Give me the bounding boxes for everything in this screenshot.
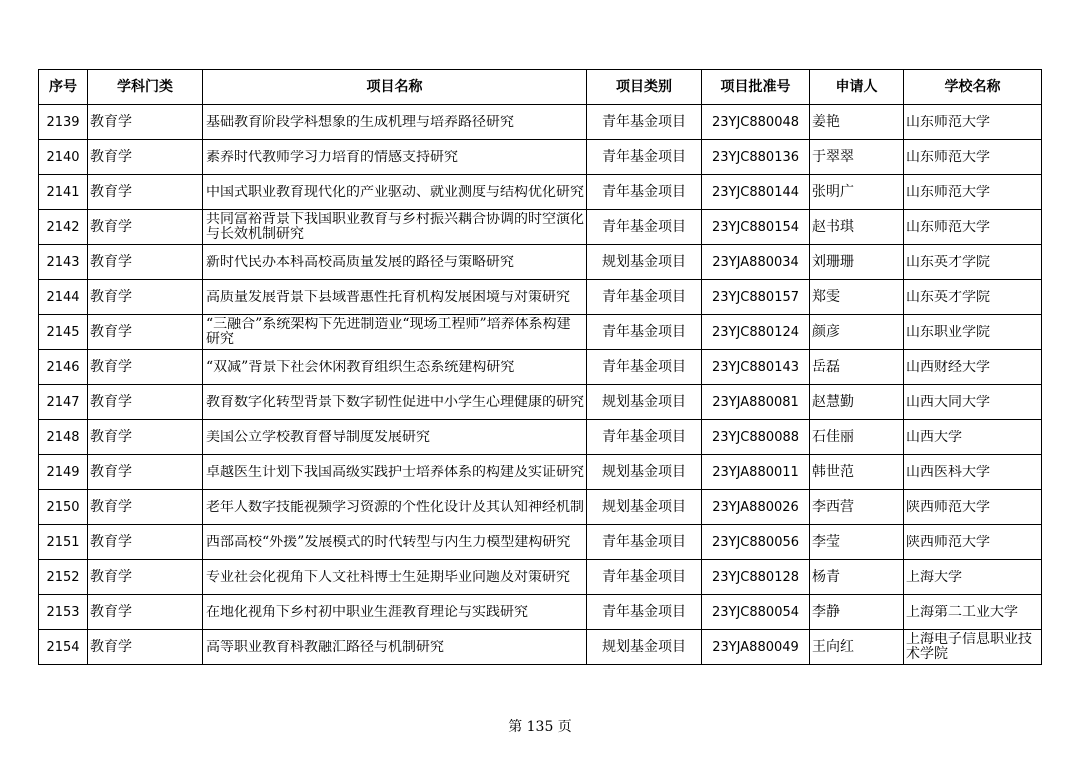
cell-no: 2147 — [39, 385, 88, 420]
cell-subject: 教育学 — [88, 105, 203, 140]
cell-category: 青年基金项目 — [587, 140, 702, 175]
cell-subject: 教育学 — [88, 420, 203, 455]
table-row — [39, 560, 1042, 595]
cell-title-text: “三融合”系统架构下先进制造业“现场工程师”培养体系构建研究 — [206, 317, 571, 347]
header-school: 学校名称 — [904, 70, 1042, 105]
cell-title-text: 新时代民办本科高校高质量发展的路径与策略研究 — [206, 254, 514, 270]
cell-category: 规划基金项目 — [587, 490, 702, 525]
table-row — [39, 595, 1042, 630]
cell-subject: 教育学 — [88, 245, 203, 280]
cell-applicant: 李静 — [810, 595, 904, 630]
cell-subject: 教育学 — [88, 210, 203, 245]
cell-title — [203, 595, 587, 630]
cell-school-text: 山东师范大学 — [906, 114, 990, 130]
cell-school — [904, 280, 1042, 315]
table-row — [39, 490, 1042, 525]
cell-approval: 23YJC880124 — [702, 315, 810, 350]
cell-title — [203, 385, 587, 420]
cell-applicant: 刘珊珊 — [810, 245, 904, 280]
cell-title — [203, 455, 587, 490]
cell-title — [203, 105, 587, 140]
table-row — [39, 210, 1042, 245]
cell-category: 青年基金项目 — [587, 175, 702, 210]
cell-school-text: 山东英才学院 — [906, 254, 990, 270]
cell-category: 青年基金项目 — [587, 525, 702, 560]
cell-subject: 教育学 — [88, 350, 203, 385]
table-row — [39, 455, 1042, 490]
cell-subject: 教育学 — [88, 175, 203, 210]
cell-approval: 23YJA880034 — [702, 245, 810, 280]
cell-approval: 23YJC880157 — [702, 280, 810, 315]
cell-approval: 23YJC880056 — [702, 525, 810, 560]
cell-no: 2143 — [39, 245, 88, 280]
cell-title-text: 老年人数字技能视频学习资源的个性化设计及其认知神经机制 — [206, 499, 584, 515]
header-approval: 项目批准号 — [702, 70, 810, 105]
cell-title — [203, 210, 587, 245]
cell-applicant: 于翠翠 — [810, 140, 904, 175]
cell-title-text: 共同富裕背景下我国职业教育与乡村振兴耦合协调的时空演化与长效机制研究 — [206, 212, 584, 242]
cell-no: 2145 — [39, 315, 88, 350]
cell-approval: 23YJC880136 — [702, 140, 810, 175]
cell-category: 规划基金项目 — [587, 630, 702, 665]
table-row — [39, 350, 1042, 385]
cell-no: 2150 — [39, 490, 88, 525]
cell-title-text: 专业社会化视角下人文社科博士生延期毕业问题及对策研究 — [206, 569, 570, 585]
cell-title-text: 基础教育阶段学科想象的生成机理与培养路径研究 — [206, 114, 514, 130]
header-no: 序号 — [39, 70, 88, 105]
cell-title — [203, 245, 587, 280]
cell-school — [904, 490, 1042, 525]
cell-school-text: 山东师范大学 — [906, 219, 990, 235]
cell-subject: 教育学 — [88, 315, 203, 350]
cell-approval: 23YJC880088 — [702, 420, 810, 455]
cell-no: 2139 — [39, 105, 88, 140]
table-row — [39, 105, 1042, 140]
cell-no: 2142 — [39, 210, 88, 245]
cell-school-text: 山东师范大学 — [906, 149, 990, 165]
cell-school-text: 山西大同大学 — [906, 394, 990, 410]
cell-subject: 教育学 — [88, 280, 203, 315]
cell-applicant: 杨青 — [810, 560, 904, 595]
cell-school-text: 山西医科大学 — [906, 464, 990, 480]
cell-school-text: 山东英才学院 — [906, 289, 990, 305]
cell-title-text: 美国公立学校教育督导制度发展研究 — [206, 429, 430, 445]
header-applicant: 申请人 — [810, 70, 904, 105]
cell-school — [904, 595, 1042, 630]
cell-title-text: 中国式职业教育现代化的产业驱动、就业测度与结构优化研究 — [206, 184, 584, 200]
table-row — [39, 280, 1042, 315]
cell-school — [904, 245, 1042, 280]
cell-category: 青年基金项目 — [587, 560, 702, 595]
cell-approval: 23YJA880049 — [702, 630, 810, 665]
cell-applicant: 郑雯 — [810, 280, 904, 315]
cell-title-text: 西部高校“外援”发展模式的时代转型与内生力模型建构研究 — [206, 534, 571, 550]
cell-school — [904, 175, 1042, 210]
project-table — [38, 69, 1042, 665]
cell-no: 2144 — [39, 280, 88, 315]
cell-title — [203, 140, 587, 175]
cell-school — [904, 140, 1042, 175]
cell-title-text: “双减”背景下社会休闲教育组织生态系统建构研究 — [206, 359, 515, 375]
cell-no: 2153 — [39, 595, 88, 630]
cell-applicant: 李西营 — [810, 490, 904, 525]
cell-school — [904, 350, 1042, 385]
cell-approval: 23YJC880154 — [702, 210, 810, 245]
cell-applicant: 颜彦 — [810, 315, 904, 350]
cell-title-text: 高等职业教育科教融汇路径与机制研究 — [206, 639, 444, 655]
cell-title-text: 卓越医生计划下我国高级实践护士培养体系的构建及实证研究 — [206, 464, 584, 480]
cell-applicant: 韩世范 — [810, 455, 904, 490]
cell-school — [904, 455, 1042, 490]
cell-school-text: 山东职业学院 — [906, 324, 990, 340]
cell-category: 青年基金项目 — [587, 105, 702, 140]
cell-subject: 教育学 — [88, 595, 203, 630]
cell-applicant: 李莹 — [810, 525, 904, 560]
cell-school-text: 上海第二工业大学 — [906, 604, 1018, 620]
cell-applicant: 赵慧勤 — [810, 385, 904, 420]
cell-title-text: 教育数字化转型背景下数字韧性促进中小学生心理健康的研究 — [206, 394, 584, 410]
cell-title — [203, 525, 587, 560]
cell-school-text: 上海电子信息职业技术学院 — [906, 632, 1032, 662]
cell-title — [203, 315, 587, 350]
cell-no: 2140 — [39, 140, 88, 175]
table-row — [39, 385, 1042, 420]
table-row — [39, 175, 1042, 210]
cell-school-text: 陕西师范大学 — [906, 534, 990, 550]
cell-title — [203, 420, 587, 455]
table-row — [39, 630, 1042, 665]
cell-school-text: 上海大学 — [906, 569, 962, 585]
table-row — [39, 315, 1042, 350]
cell-subject: 教育学 — [88, 560, 203, 595]
cell-title — [203, 630, 587, 665]
cell-subject: 教育学 — [88, 455, 203, 490]
cell-school-text: 山西大学 — [906, 429, 962, 445]
cell-subject: 教育学 — [88, 490, 203, 525]
cell-no: 2154 — [39, 630, 88, 665]
cell-title — [203, 350, 587, 385]
cell-school — [904, 420, 1042, 455]
cell-no: 2148 — [39, 420, 88, 455]
cell-school — [904, 315, 1042, 350]
cell-approval: 23YJC880143 — [702, 350, 810, 385]
cell-category: 青年基金项目 — [587, 210, 702, 245]
cell-title — [203, 280, 587, 315]
cell-subject: 教育学 — [88, 525, 203, 560]
cell-applicant: 王向红 — [810, 630, 904, 665]
table-row — [39, 420, 1042, 455]
cell-school — [904, 560, 1042, 595]
header-title: 项目名称 — [203, 70, 587, 105]
cell-subject: 教育学 — [88, 140, 203, 175]
cell-approval: 23YJC880144 — [702, 175, 810, 210]
cell-title-text: 高质量发展背景下县域普惠性托育机构发展困境与对策研究 — [206, 289, 570, 305]
cell-title — [203, 490, 587, 525]
cell-applicant: 张明广 — [810, 175, 904, 210]
cell-category: 规划基金项目 — [587, 455, 702, 490]
cell-approval: 23YJA880011 — [702, 455, 810, 490]
page-number: 第 135 页 — [508, 719, 572, 735]
table-row — [39, 245, 1042, 280]
cell-applicant: 赵书琪 — [810, 210, 904, 245]
cell-category: 青年基金项目 — [587, 315, 702, 350]
cell-no: 2151 — [39, 525, 88, 560]
cell-subject: 教育学 — [88, 385, 203, 420]
cell-title — [203, 175, 587, 210]
table-row — [39, 525, 1042, 560]
cell-school — [904, 630, 1042, 665]
cell-applicant: 岳磊 — [810, 350, 904, 385]
table-header-row — [39, 70, 1042, 105]
cell-title-text: 素养时代教师学习力培育的情感支持研究 — [206, 149, 458, 165]
cell-approval: 23YJA880026 — [702, 490, 810, 525]
cell-category: 青年基金项目 — [587, 595, 702, 630]
cell-approval: 23YJC880128 — [702, 560, 810, 595]
cell-approval: 23YJC880048 — [702, 105, 810, 140]
cell-school-text: 山西财经大学 — [906, 359, 990, 375]
cell-category: 青年基金项目 — [587, 280, 702, 315]
cell-category: 青年基金项目 — [587, 350, 702, 385]
cell-applicant: 姜艳 — [810, 105, 904, 140]
cell-school — [904, 105, 1042, 140]
cell-school — [904, 210, 1042, 245]
cell-category: 规划基金项目 — [587, 385, 702, 420]
cell-no: 2149 — [39, 455, 88, 490]
cell-no: 2152 — [39, 560, 88, 595]
table-body — [39, 105, 1042, 665]
cell-no: 2141 — [39, 175, 88, 210]
cell-title — [203, 560, 587, 595]
cell-category: 青年基金项目 — [587, 420, 702, 455]
cell-subject: 教育学 — [88, 630, 203, 665]
cell-category: 规划基金项目 — [587, 245, 702, 280]
cell-school — [904, 385, 1042, 420]
cell-school-text: 山东师范大学 — [906, 184, 990, 200]
header-subject: 学科门类 — [88, 70, 203, 105]
cell-approval: 23YJC880054 — [702, 595, 810, 630]
cell-no: 2146 — [39, 350, 88, 385]
cell-approval: 23YJA880081 — [702, 385, 810, 420]
cell-title-text: 在地化视角下乡村初中职业生涯教育理论与实践研究 — [206, 604, 528, 620]
cell-school — [904, 525, 1042, 560]
cell-applicant: 石佳丽 — [810, 420, 904, 455]
cell-school-text: 陕西师范大学 — [906, 499, 990, 515]
header-category: 项目类别 — [587, 70, 702, 105]
table-row — [39, 140, 1042, 175]
